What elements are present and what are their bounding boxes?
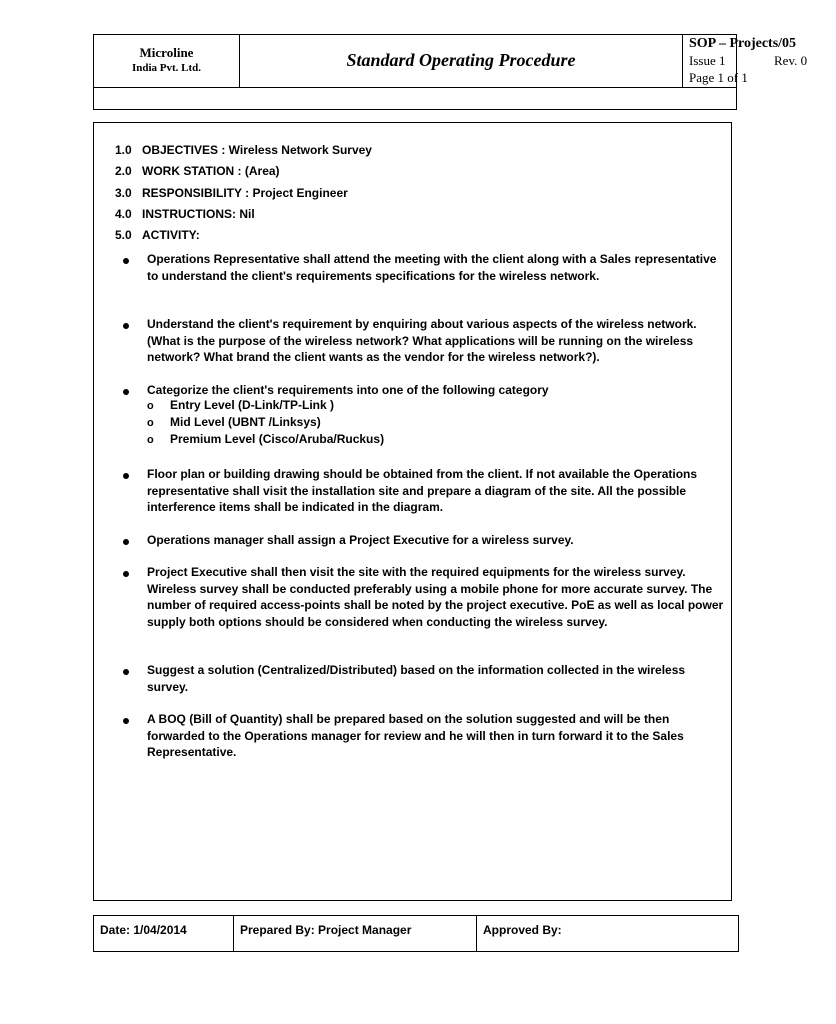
company-name: Microline [139,45,194,60]
document-header [93,34,808,110]
activity-item: Project Executive shall then visit the site with the required equipments for the wireless survey. Wireless survey shall be conducted preferably using a mobile phone for more accurate survey. The number of required access-points shall be noted by the project executive. PoE as well as local power supply both options should be considered when conducting the wireless survey. [147,565,724,629]
bullet-icon [123,571,129,577]
activity-item: A BOQ (Bill of Quantity) shall be prepared based on the solution suggested and will be then forwarded to the Operations manager for review and he will then in turn forward it to the Sales Representative. [147,712,684,759]
date-text: Date: 1/04/2014 [100,923,187,937]
approved-cell [477,916,738,951]
bullet-icon [123,669,129,675]
activity-item: Suggest a solution (Centralized/Distributed) based on the information collected in the wireless survey. [147,663,686,694]
section-text: ACTIVITY: [142,228,200,242]
activity-item: Operations Representative shall attend the meeting with the client along with a Sales representative to understand the client's requirements specifications for the wireless network. [147,252,717,283]
company-suffix: India Pvt. Ltd. [131,62,202,74]
sub-bullet-icon: o [147,434,154,446]
page-number: Page 1 of 1 [689,70,748,85]
bullet-icon [123,539,129,545]
section-number: 3.0 [115,186,132,200]
section-number: 4.0 [115,207,132,221]
bullet-icon [123,718,129,724]
meta-cell [683,35,836,87]
revision-number: Rev. 0 [774,53,808,68]
section-number: 5.0 [115,228,132,242]
activity-item: Operations manager shall assign a Project Executive for a wireless survey. [147,533,574,547]
company-cell [94,35,240,87]
date-cell [94,916,234,951]
section-number: 2.0 [115,164,132,178]
issue-number: Issue 1 [689,53,726,68]
section-activity [115,228,200,242]
bullet-icon [123,323,129,329]
activity-item: Understand the client's requirement by enquiring about various aspects of the wireless network. (What is the purpose of the wireless network? What applications will be running on the wireless network? What brand the client wants as the vendor for the wireless network?). [147,317,697,364]
category-item: Mid Level (UBNT /Linksys) [170,415,321,429]
prepared-cell [234,916,477,951]
section-instructions [115,207,255,221]
section-text: RESPONSIBILITY : Project Engineer [142,186,348,200]
section-text: INSTRUCTIONS: Nil [142,207,255,221]
section-objectives [115,143,372,157]
title-cell [240,35,683,87]
bullet-icon [123,389,129,395]
section-number: 1.0 [115,143,132,157]
document-footer [93,915,739,952]
prepared-by-text: Prepared By: Project Manager [240,923,412,937]
doc-id: SOP – Projects/05 [689,36,797,51]
bullet-icon [123,258,129,264]
sub-bullet-icon: o [147,417,154,429]
sub-bullet-icon: o [147,400,154,412]
activity-item: Floor plan or building drawing should be obtained from the client. If not available the Operations representative shall visit the installation site and prepare a diagram of the site. All the possible interference items shall be indicated in the diagram. [147,467,698,514]
header-divider [94,87,736,88]
section-text: WORK STATION : (Area) [142,164,280,178]
category-item: Entry Level (D-Link/TP-Link ) [170,398,335,412]
section-work-station [115,164,280,178]
issue-row [689,53,808,69]
approved-by-text: Approved By: [483,923,562,937]
bullet-icon [123,473,129,479]
section-responsibility [115,186,348,200]
document-title: Standard Operating Procedure [346,50,576,70]
category-item: Premium Level (Cisco/Aruba/Ruckus) [170,432,385,446]
activity-item: Categorize the client's requirements into one of the following category [147,383,549,397]
section-text: OBJECTIVES : Wireless Network Survey [142,143,372,157]
